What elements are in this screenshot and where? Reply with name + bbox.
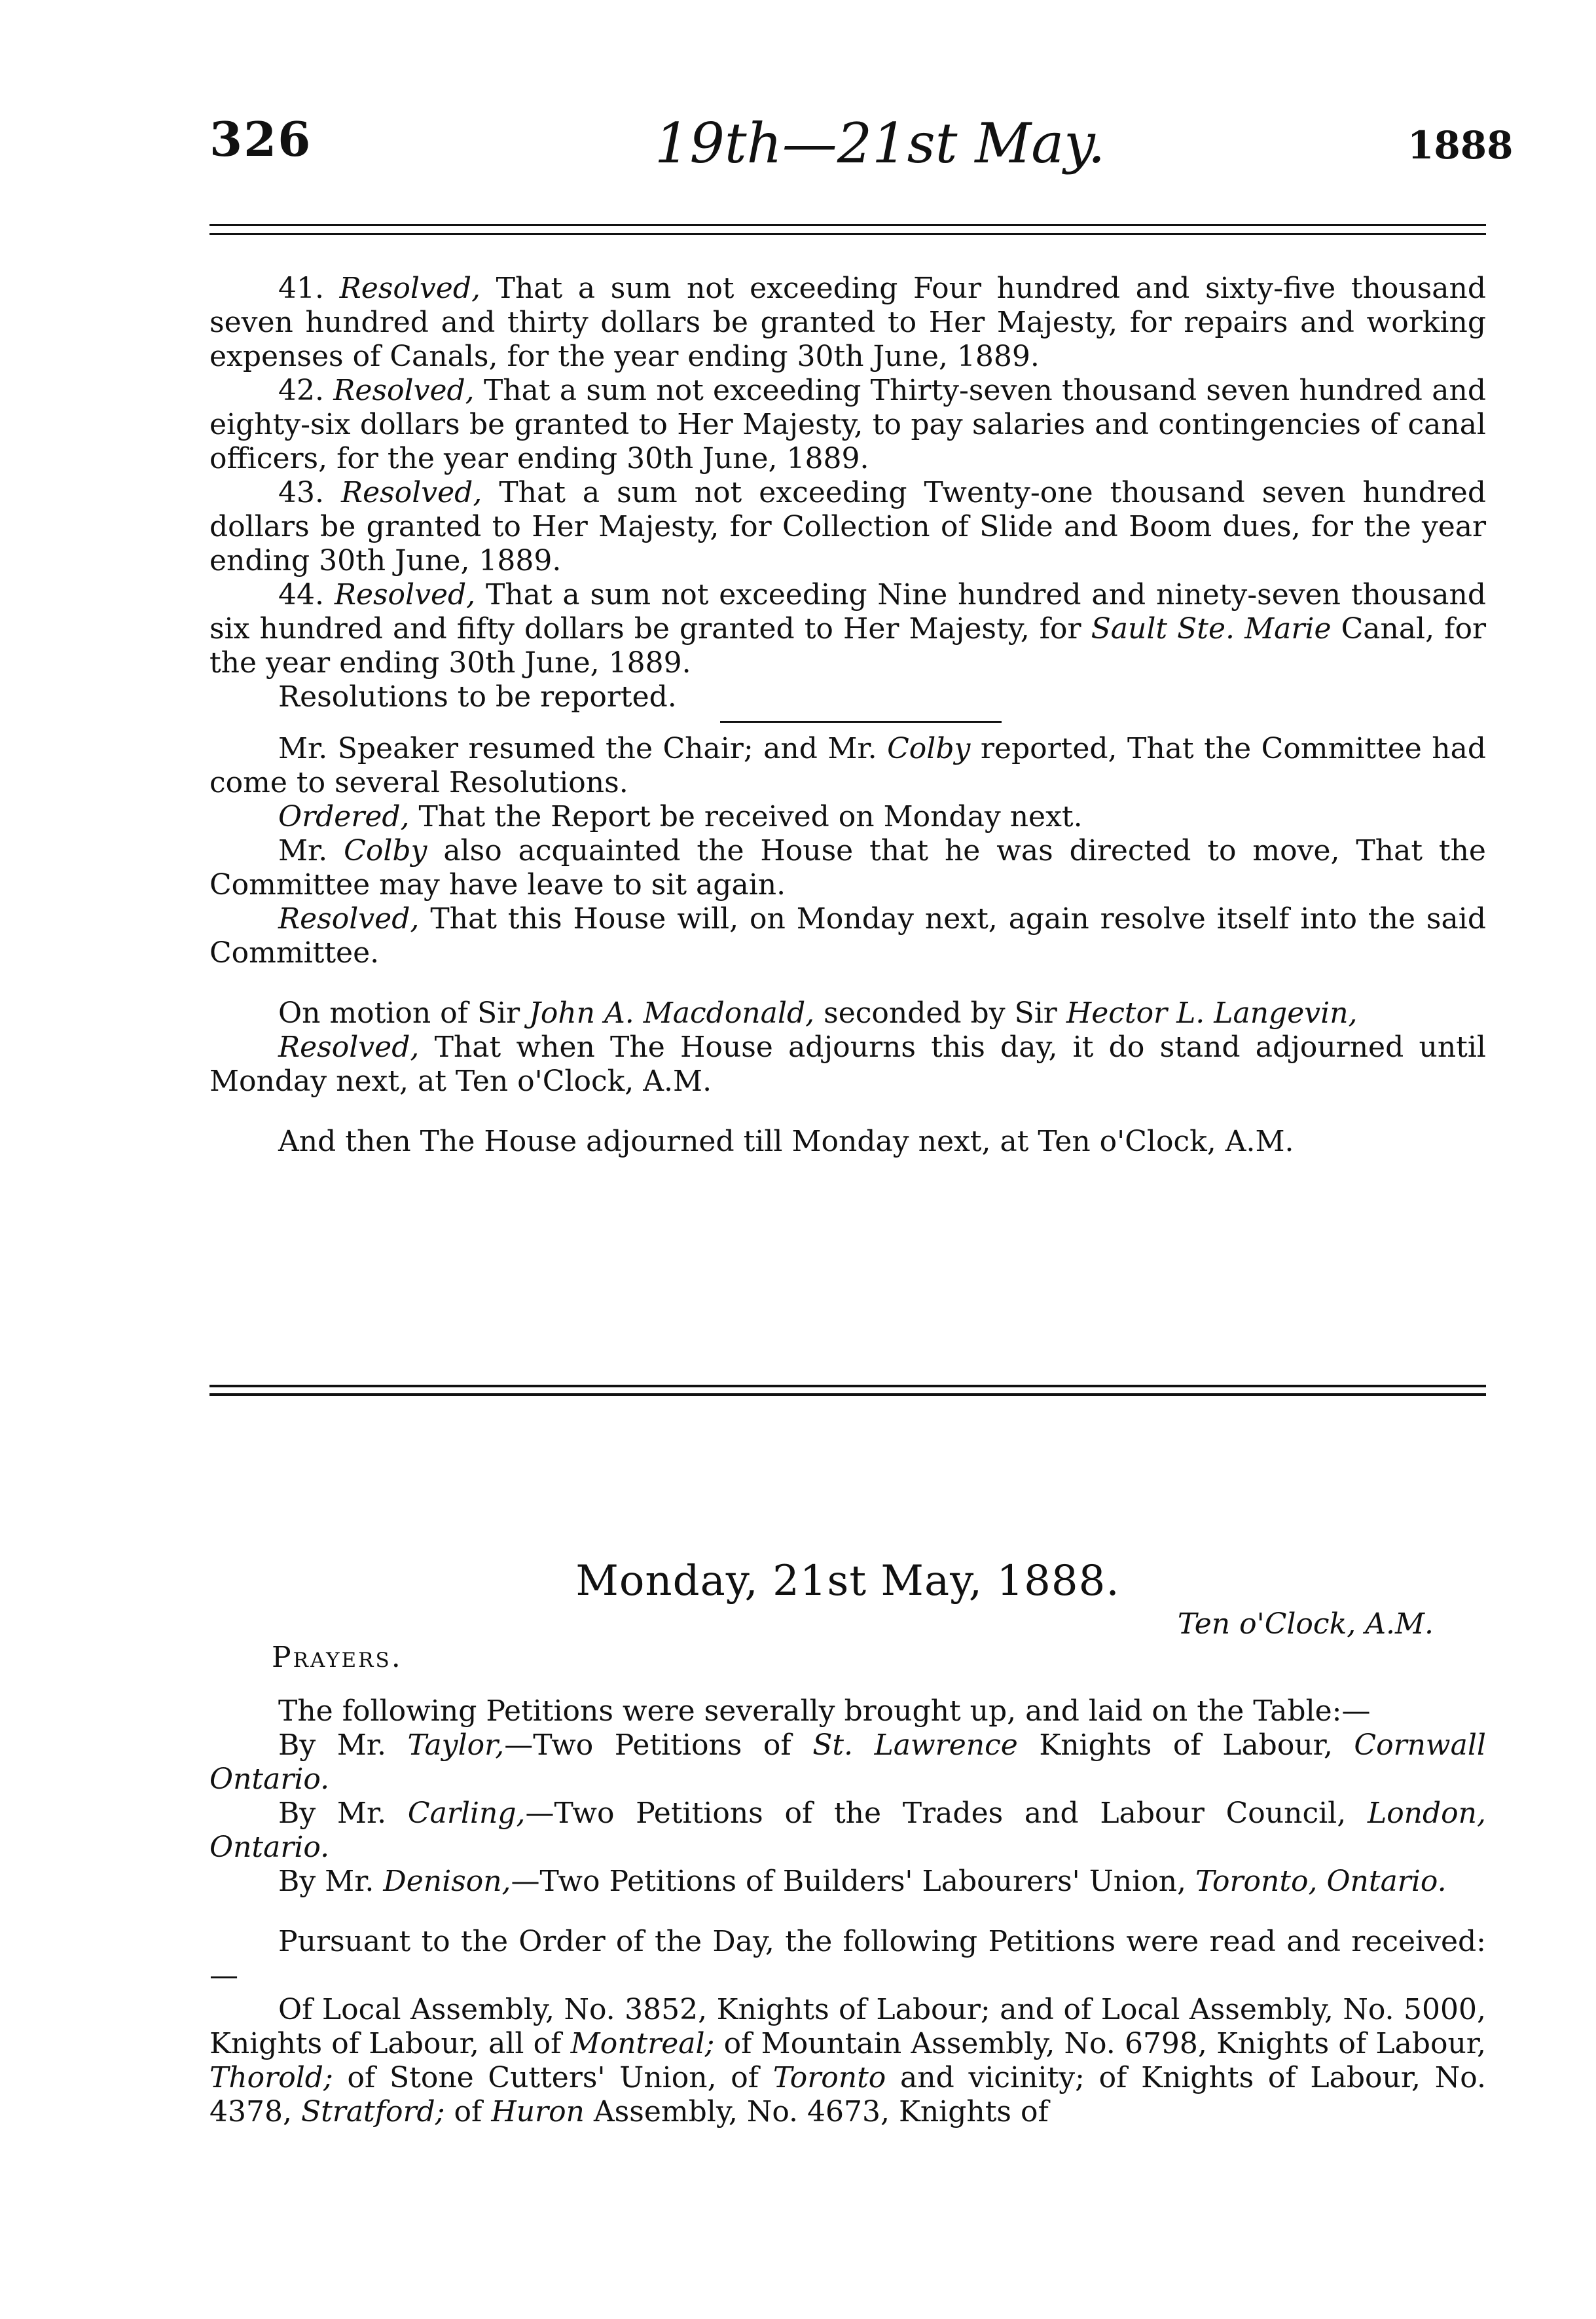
resolved-paragraph: Resolved, That this House will, on Monday next, again resolve itself into the said Committee. xyxy=(209,902,1486,970)
day-rule-bottom xyxy=(209,1393,1486,1396)
adjourn-paragraph: And then The House adjourned till Monday next, at Ten o'Clock, A.M. xyxy=(278,1125,1294,1158)
speaker-paragraph: Mr. Speaker resumed the Chair; and Mr. Colby reported, That the Committee had come to several Resolutions. xyxy=(209,732,1486,799)
order-intro: Pursuant to the Order of the Day, the following Petitions were read and received:— xyxy=(209,1925,1486,1992)
section-new-day xyxy=(209,1555,1486,2129)
day-rule-top xyxy=(209,1385,1486,1387)
resolution-44: 44. Resolved, That a sum not exceeding Nine hundred and ninety-seven thousand six hundred and fifty dollars be granted to Her Majesty, for Sault Ste. Marie Canal, for the year ending 30th June, 1889. xyxy=(209,578,1486,680)
date-heading: Monday, 21st May, 1888. xyxy=(575,1557,1120,1605)
header-rule-bottom xyxy=(209,233,1486,235)
resolution-41: 41. Resolved, That a sum not exceeding Four hundred and sixty-five thousand seven hundred and thirty dollars be granted to Her Majesty, for repairs and working expenses of Canals, for the year ending 30th June, 1889. xyxy=(209,272,1486,373)
header-rule-top xyxy=(209,224,1486,226)
section-resolutions xyxy=(209,272,1486,1159)
petition-carling: By Mr. Carling,—Two Petitions of the Trades and Labour Council, London, Ontario. xyxy=(209,1797,1486,1864)
petitions-intro: The following Petitions were severally brought up, and laid on the Table:— xyxy=(278,1694,1371,1728)
motion-resolved: Resolved, That when The House adjourns this day, it do stand adjourned until Monday next, at Ten o'Clock, A.M. xyxy=(209,1031,1486,1098)
petition-taylor: By Mr. Taylor,—Two Petitions of St. Lawrence Knights of Labour, Cornwall Ontario. xyxy=(209,1728,1486,1796)
prayers-heading: Prayers. xyxy=(272,1641,403,1674)
resolutions-reported: Resolutions to be reported. xyxy=(278,680,677,714)
section-divider xyxy=(720,721,1002,723)
resolution-43: 43. Resolved, That a sum not exceeding Twenty-one thousand seven hundred dollars be granted to Her Majesty, for Collection of Slide and Boom dues, for the year ending 30th June, 1889. xyxy=(209,476,1486,577)
page-number: 326 xyxy=(209,111,312,167)
petition-denison: By Mr. Denison,—Two Petitions of Builders' Labourers' Union, Toronto, Ontario. xyxy=(278,1865,1447,1898)
ordered-paragraph: Ordered, That the Report be received on Monday next. xyxy=(278,800,1083,833)
colby-paragraph: Mr. Colby also acquainted the House that he was directed to move, That the Committee may have leave to sit again. xyxy=(209,834,1486,902)
order-petitions: Of Local Assembly, No. 3852, Knights of Labour; and of Local Assembly, No. 5000, Knights of Labour, all of Montreal; of Mountain Assembly, No. 6798, Knights of Labour, Thorold; of Stone Cutters' Union, of Toronto and vicinity; of Knights of Labour, No. 4378, Stratford; of Huron Assembly, No. 4673, Knights of xyxy=(209,1993,1486,2128)
resolution-42: 42. Resolved, That a sum not exceeding Thirty-seven thousand seven hundred and eighty-six dollars be granted to Her Majesty, to pay salaries and contingencies of canal officers, for the year ending 30th June, 1889. xyxy=(209,374,1486,475)
motion-paragraph: On motion of Sir John A. Macdonald, seconded by Sir Hector L. Langevin, xyxy=(278,996,1358,1030)
time-heading: Ten o'Clock, A.M. xyxy=(1177,1607,1434,1641)
running-title: 19th—21st May. xyxy=(655,111,1106,175)
header-year: 1888 xyxy=(1407,123,1514,168)
